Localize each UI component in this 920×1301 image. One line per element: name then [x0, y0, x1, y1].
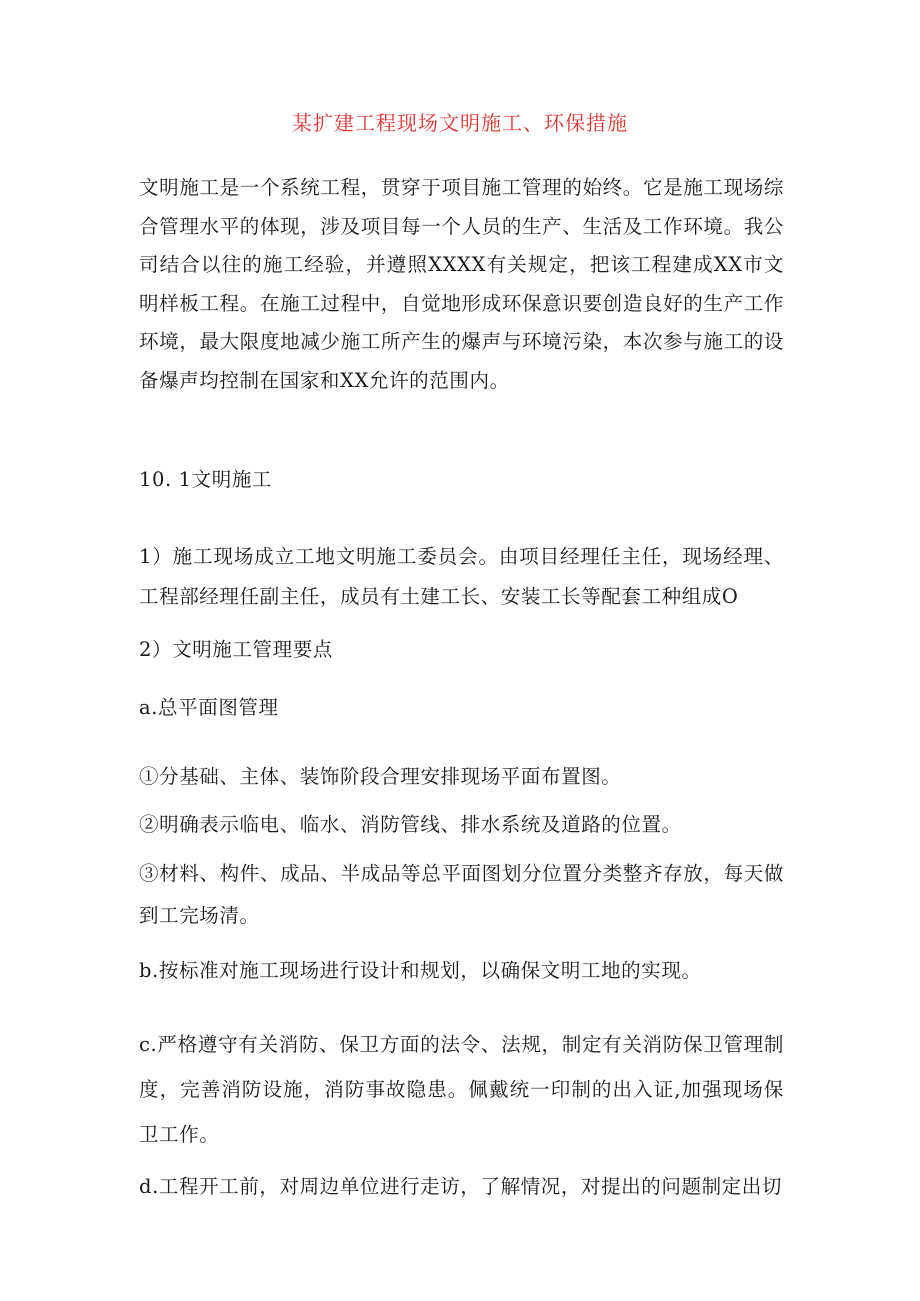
sub-item-a3: ③材料、构件、成品、半成品等总平面图划分位置分类整齐存放，每天做到工完场清。: [139, 862, 784, 927]
sub-item-b: b.按标准对施工现场进行设计和规划，以确保文明工地的实现。: [139, 959, 702, 982]
list-item-2: 2）文明施工管理要点: [139, 638, 333, 661]
sub-item-c: c.严格遵守有关消防、保卫方面的法令、法规，制定有关消防保卫管理制度，完善消防设施，消防事故隐患。佩戴统一印制的出入证,加强现场保卫工作。: [139, 1033, 784, 1146]
sub-item-a: a.总平面图管理: [139, 696, 279, 719]
sub-item-a1: ①分基础、主体、装饰阶段合理安排现场平面布置图。: [139, 765, 622, 788]
sub-item-a2: ②明确表示临电、临水、消防管线、排水系统及道路的位置。: [139, 813, 682, 836]
sub-item-d: d.工程开工前，对周边单位进行走访，了解情况，对提出的问题制定出切: [139, 1175, 782, 1198]
list-item-1: 1）施工现场成立工地文明施工委员会。由项目经理任主任，现场经理、工程部经理任副主任，成员有土建工长、安装工长等配套工种组成O: [139, 545, 784, 608]
section-heading: 10. 1文明施工: [139, 468, 273, 491]
document-title: 某扩建工程现场文明施工、环保措施: [292, 111, 628, 135]
intro-paragraph: 文明施工是一个系统工程，贯穿于项目施工管理的始终。它是施工现场综合管理水平的体现，涉及项目每一个人员的生产、生活及工作环境。我公司结合以往的施工经验，并遵照XXXX有关规定，把该工程建成XX市文明样板工程。在施工过程中，自觉地形成环保意识要创造良好的生产工作环境，最大限度地减少施工所产生的爆声与环境污染，本次参与施工的设备爆声均控制在国家和XX允许的范围内。: [139, 176, 784, 392]
